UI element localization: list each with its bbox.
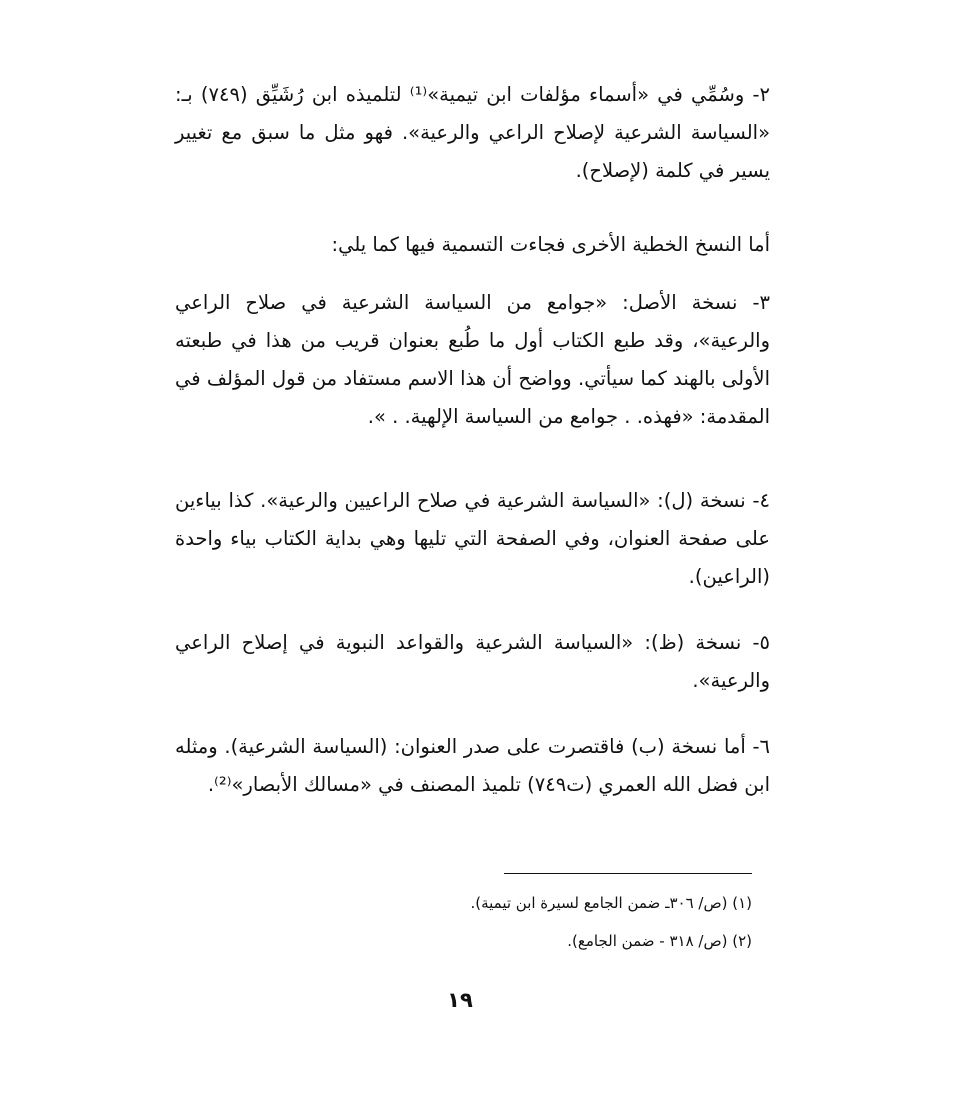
footnote-2: (٢) (ص/ ٣١٨ - ضمن الجامع). (567, 932, 752, 950)
paragraph-3-original-copy (175, 284, 770, 436)
paragraph-text: ٢- وسُمِّي في «أسماء مؤلفات ابن تيمية»⁽¹⁾ لتلميذه ابن رُشَيِّق (٧٤٩) بـ: «السياسة الشرعية لإصلاح الراعي والرعية». فهو مثل ما سبق مع تغيير يسير في كلمة (لإصلاح). (175, 83, 770, 182)
paragraph-6-copy-ba (175, 728, 770, 804)
page-number: ١٩ (447, 988, 473, 1012)
paragraph-text: أما النسخ الخطية الأخرى فجاءت التسمية فيها كما يلي: (331, 233, 770, 256)
paragraph-other-manuscripts (175, 226, 770, 264)
paragraph-text: ٦- أما نسخة (ب) فاقتصرت على صدر العنوان: (السياسة الشرعية). ومثله ابن فضل الله العمري (ت٧٤٩) تلميذ المصنف في «مسالك الأبصار»⁽²⁾. (175, 735, 770, 796)
paragraph-2-ibn-rushayyiq (175, 76, 770, 190)
paragraph-text: ٤- نسخة (ل): «السياسة الشرعية في صلاح الراعيين والرعية». كذا بياءين على صفحة العنوان، وفي الصفحة التي تليها وهي بداية الكتاب بياء واحدة (الراعين). (175, 489, 770, 588)
footnote-1: (١) (ص/ ٣٠٦ـ ضمن الجامع لسيرة ابن تيمية). (470, 894, 752, 912)
footnotes (252, 884, 752, 960)
paragraph-5-copy-za (175, 624, 770, 700)
paragraph-text: ٣- نسخة الأصل: «جوامع من السياسة الشرعية في صلاح الراعي والرعية»، وقد طبع الكتاب أول ما طُبع بعنوان قريب من هذا في طبعته الأولى بالهند كما سيأتي. وواضح أن هذا الاسم مستفاد من قول المؤلف في المقدمة: «فهذه. . جوامع من السياسة الإلهية. . ». (175, 291, 770, 428)
footnote-divider (504, 873, 752, 874)
paragraph-text: ٥- نسخة (ظ): «السياسة الشرعية والقواعد النبوية في إصلاح الراعي والرعية». (175, 631, 770, 692)
paragraph-4-copy-lam (175, 482, 770, 596)
